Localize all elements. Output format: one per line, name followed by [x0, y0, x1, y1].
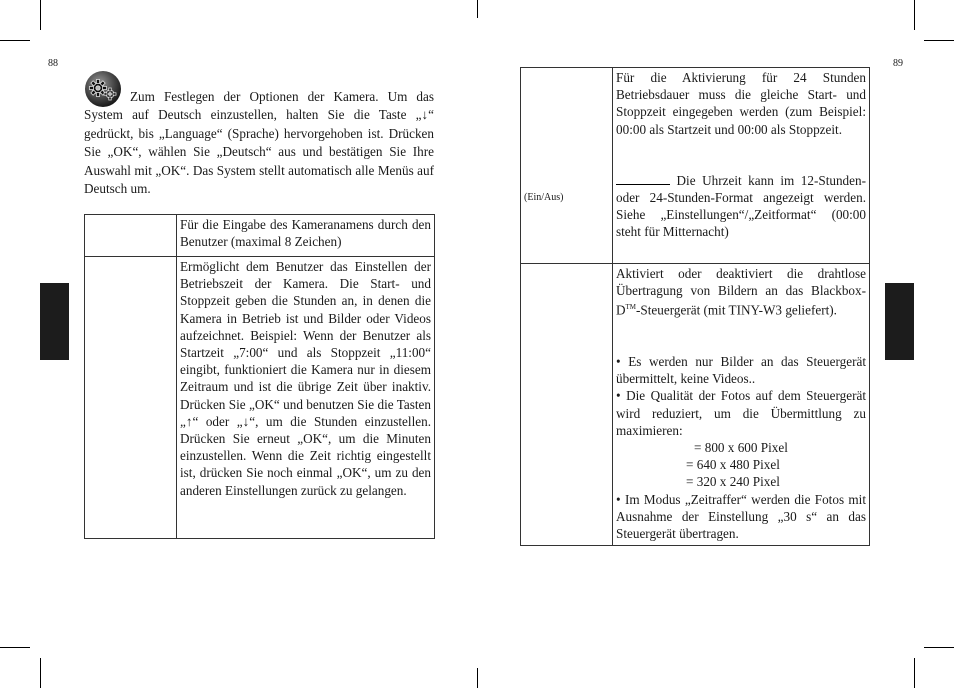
- note-underline: [616, 174, 670, 185]
- intro-paragraph: Zum Festlegen der Optionen der Kamera. Um das System auf Deutsch einzustellen, halten Sie die Taste „↓“ gedrückt, bis „Language“ (Sprache) hervorgehoben ist. Drücken Sie „OK“, wählen Sie „Deutsch“ aus und bestätigen Sie Ihre Auswahl mit „OK“. Das System stellt automatisch alle Menüs auf Deutsch um.: [84, 89, 434, 197]
- right-settings-table: [520, 67, 870, 546]
- on-off-label: (Ein/Aus): [524, 191, 564, 203]
- operation-time-description: Ermöglicht dem Benutzer das Einstellen der Betriebszeit der Kamera. Die Start- und Stoppzeit geben die Stunden an, in denen die Kamera in Betrieb ist und Bilder oder Videos aufzeichnet. Beispiel: Wenn der Benutzer als Startzeit „7:00“ und als Stoppzeit „11:00“ eingibt, funktioniert die Kamera nur in diesem Zeitraum und ist die übrige Zeit über inaktiv. Drücken Sie „OK“ und benutzen Sie die Tasten „↑“ oder „↓“, um die Stunden einzustellen. Drücken Sie erneut „OK“, um die Minuten einzustellen. Wenn die Zeit richtig eingestellt ist, drücken Sie noch einmal „OK“, um zu den anderen Einstellungen zurück zu gelangen.: [177, 257, 435, 539]
- resolution-line: = 640 x 480 Pixel: [686, 457, 780, 473]
- right-section-tab: [885, 283, 914, 360]
- left-settings-table: [84, 214, 435, 539]
- crop-mark: [914, 0, 915, 30]
- table-row: [85, 215, 435, 257]
- resolution-line: = 320 x 240 Pixel: [686, 474, 780, 490]
- operation-time-continued-cell: [613, 68, 870, 264]
- operation-time-continued-label: [521, 68, 613, 264]
- bullet-quality-reduced: • Die Qualität der Fotos auf dem Steuergerät wird reduziert, um die Übermittlung zu maximieren:: [616, 388, 866, 438]
- bullet-images-only: • Es werden nur Bilder an das Steuergerät übermittelt, keine Videos..: [616, 354, 866, 387]
- crop-mark: [477, 668, 478, 688]
- wireless-transfer-cell: [613, 264, 870, 546]
- table-row: [85, 257, 435, 539]
- table-row: [521, 264, 870, 546]
- crop-mark: [924, 647, 954, 648]
- crop-mark: [477, 0, 478, 18]
- table-row: [521, 68, 870, 264]
- bullet-timelapse: • Im Modus „Zeitraffer“ werden die Fotos mit Ausnahme der Einstellung „30 s“ an das Steuergerät übertragen.: [616, 491, 866, 542]
- operation-time-label: [85, 257, 177, 539]
- crop-mark: [40, 658, 41, 688]
- 24h-activation-text: Für die Aktivierung für 24 Stunden Betriebsdauer muss die gleiche Start- und Stoppzeit eingegeben werden (zum Beispiel: 00:00 als Startzeit und 00:00 als Stoppzeit.: [616, 70, 866, 137]
- camera-name-label: [85, 215, 177, 257]
- wireless-description: Aktiviert oder deaktiviert die drahtlose Übertragung von Bildern an das Blackbox-D™-Steuergerät (mit TINY-W3 geliefert).: [616, 266, 866, 318]
- right-page-number: 89: [893, 58, 903, 69]
- crop-mark: [40, 0, 41, 30]
- crop-mark: [914, 658, 915, 688]
- left-section-tab: [40, 283, 69, 360]
- left-page-number: 88: [48, 58, 58, 69]
- time-format-note: Die Uhrzeit kann im 12-Stunden- oder 24-Stunden-Format angezeigt werden. Siehe „Einstellungen“/„Zeitformat“ (00:00 steht für Mitternacht): [616, 172, 866, 240]
- crop-mark: [0, 647, 30, 648]
- crop-mark: [0, 40, 30, 41]
- crop-mark: [924, 40, 954, 41]
- wireless-label-cell: [521, 191, 613, 546]
- camera-name-description: Für die Eingabe des Kameranamens durch den Benutzer (maximal 8 Zeichen): [177, 215, 435, 257]
- note-paragraph: [616, 172, 866, 241]
- resolution-line: = 800 x 600 Pixel: [694, 440, 788, 456]
